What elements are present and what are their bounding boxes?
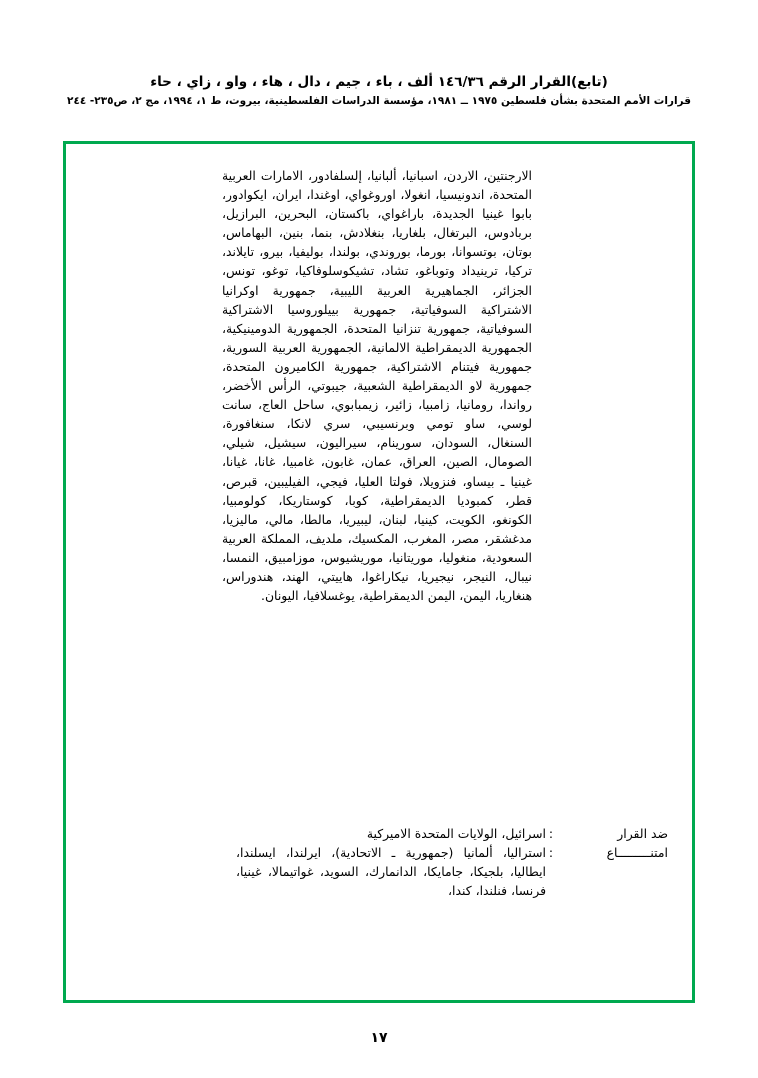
vote-against-text: اسرائيل، الولايات المتحدة الاميركية (366, 826, 546, 841)
vote-colon: : (548, 845, 554, 861)
content-frame (63, 141, 695, 1003)
vote-results (72, 824, 686, 900)
countries-list-text: الارجنتين، الاردن، اسبانيا، ألبانيا، إلسلفادور، الامارات العربية المتحدة، اندونيسيا، انغولا، اوروغواي، اوغندا، ايران، ايكوادور، بابوا غينيا الجديدة، باراغواي، باكستان، البحرين، البرازيل، بربادوس، البرتغال، بلغاريا، بنغلادش، بنما، بنين، البهاماس، بوتان، بوتسوانا، بورما، بوروندي، بولندا، بوليفيا، بيرو، تايلاند، تركيا، ترينيداد وتوباغو، تشاد، تشيكوسلوفاكيا، توغو، تونس، الجزائر، الجماهيرية العربية الليبية، جمهورية اوكرانيا الاشتراكية السوفياتية، جمهورية بييلوروسيا الاشتراكية السوفياتية، جمهورية تنزانيا المتحدة، الجمهورية الدومينيكية، الجمهورية الديمقراطية الالمانية، الجمهورية العربية السورية، جمهورية فيتنام الاشتراكية، جمهورية الكاميرون المتحدة، جمهورية لاو الديمقراطية الشعبية، جيبوتي، الرأس الأخضر، رواندا، رومانيا، زامبيا، زائير، زيمبابوي، ساحل العاج، سانت لوسي، ساو تومي وبرنسيبي، سري لانكا، سنغافورة، السنغال، السودان، سورينام، سيراليون، سيشيل، شيلي، الصومال، الصين، العراق، عمان، غابون، غامبيا، غانا، غيانا، غينيا ـ بيساو، فنزويلا، فولتا العليا، فيجي، الفيليبين، قبرص، قطر، كمبوديا الديمقراطية، كوبا، كوستاريكا، كولومبيا، الكونغو، الكويت، كينيا، لبنان، ليبيريا، مالطا، مالي، ماليزيا، مدغشقر، مصر، المغرب، المكسيك، ملديف، المملكة العربية السعودية، منغوليا، موريتانيا، موريشيوس، موزامبيق، النمسا، نيبال، النيجر، نيجيريا، نيكاراغوا، هاييتي، الهند، هندوراس، هنغاريا، اليمن، اليمن الديمقراطية، يوغسلافيا، اليونان. (222, 168, 532, 604)
vote-value-abstain (236, 843, 546, 900)
vote-row (72, 824, 686, 843)
source-citation: قرارات الأمم المتحدة بشأن فلسطين ١٩٧٥ ــ ١٩٨١، مؤسسة الدراسات الفلسطينية، بيروت، ط ١، ١٩٩٤، مج ٢، ص٢٣٥- ٢٤٤ (67, 95, 691, 108)
vote-colon: : (548, 826, 554, 841)
resolution-title: (تابع)القرار الرقم ١٤٦/٣٦ ألف ، باء ، جيم ، دال ، هاء ، واو ، زاي ، حاء (150, 74, 608, 90)
vote-row (72, 843, 686, 900)
page-number: ١٧ (370, 1030, 388, 1046)
vote-label-against: ضد القرار (617, 826, 668, 841)
page-header (0, 0, 758, 110)
countries-paragraph (222, 166, 532, 605)
vote-value-against (236, 824, 546, 843)
vote-label-abstain: امتنـــــــــاع (606, 845, 668, 861)
vote-abstain-text: استراليا، ألمانيا (جمهورية ـ الاتحادية)، ايرلندا، ايسلندا، ايطاليا، بلجيكا، جامايكا، الدانمارك، السويد، غواتيمالا، غينيا، فرنسا، فنلندا، كندا، (236, 845, 546, 899)
